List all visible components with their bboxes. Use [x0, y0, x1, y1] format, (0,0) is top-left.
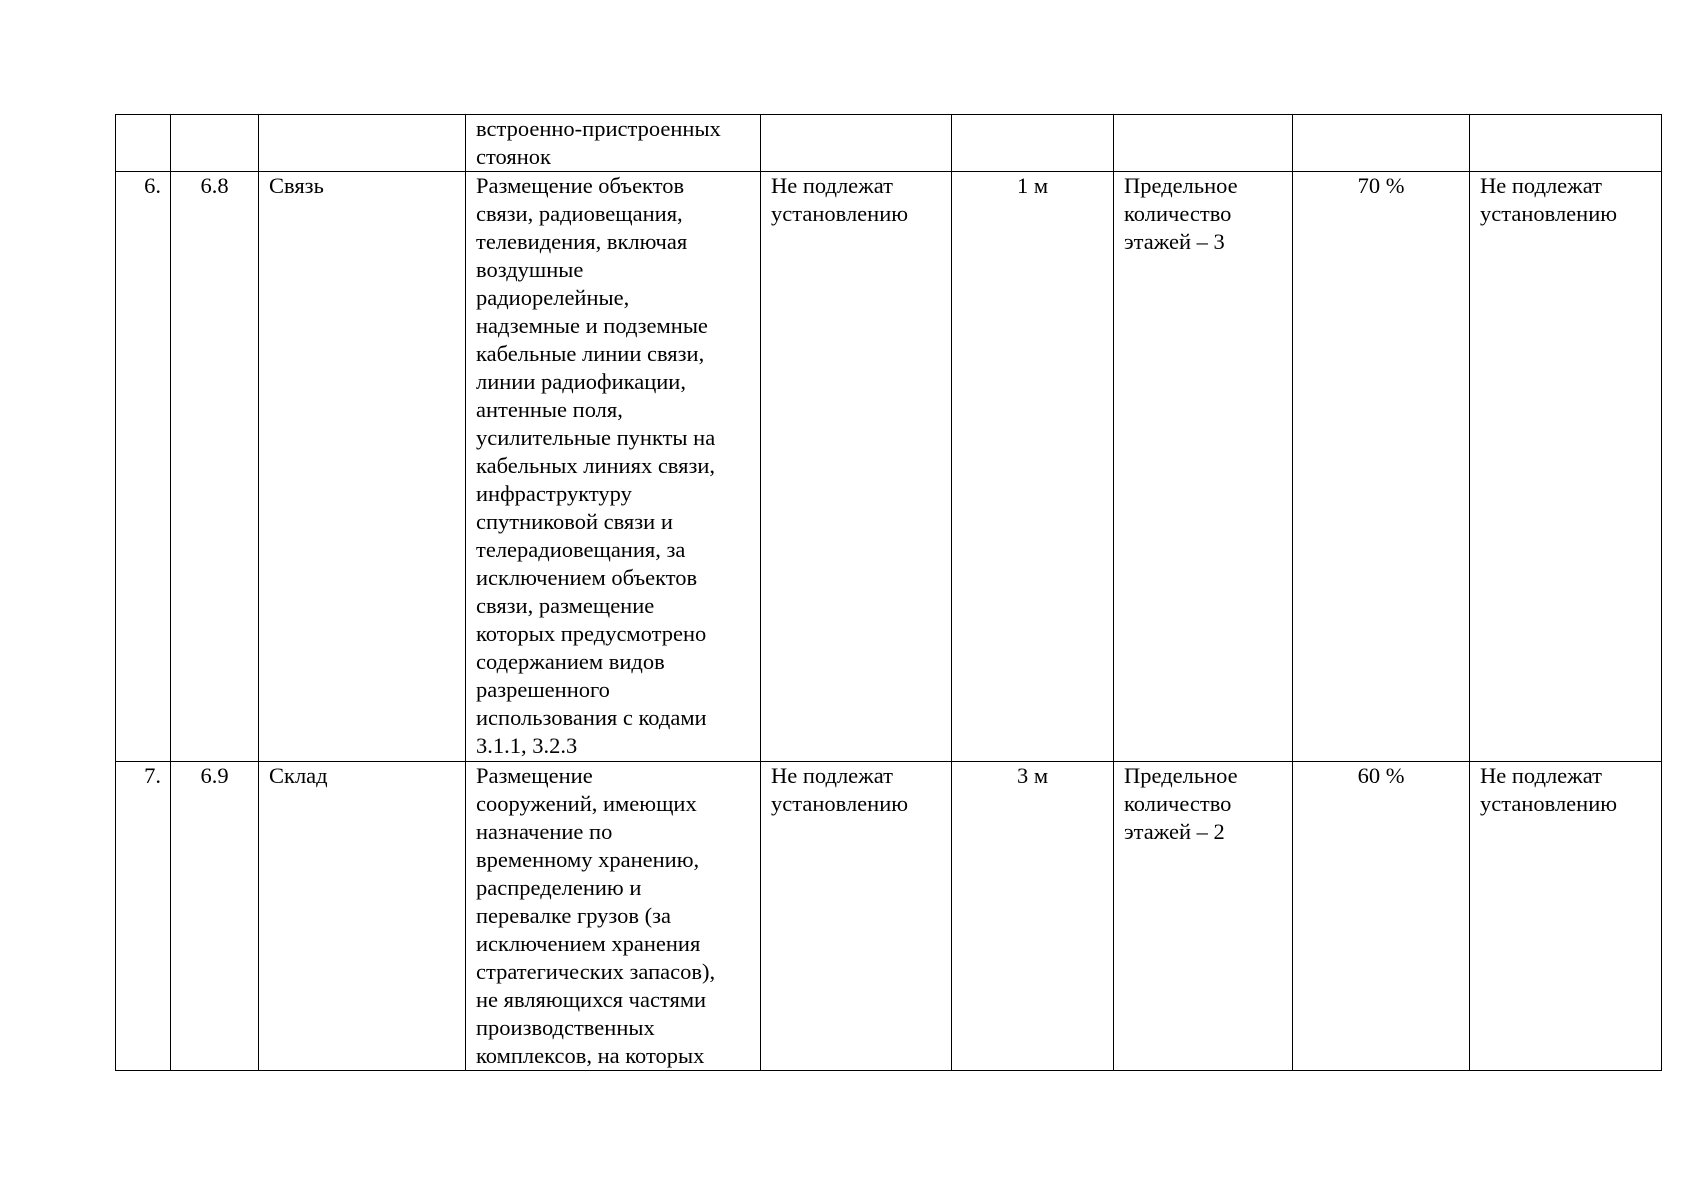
text-line: использования с кодами [476, 705, 707, 730]
cell-floors [1114, 172, 1293, 762]
cell-restrictions [1470, 115, 1662, 172]
text-line: Не подлежат [771, 173, 893, 198]
cell-name: Связь [259, 172, 466, 762]
cell-setback: 1 м [952, 172, 1114, 762]
text-line: комплексов, на которых [476, 1043, 705, 1068]
text-line: кабельных линиях связи, [476, 453, 716, 478]
regulations-table [115, 114, 1662, 1071]
table-row [116, 115, 1662, 172]
text-line: установлению [771, 791, 909, 816]
text-line: Предельное [1124, 763, 1238, 788]
cell-min-area [761, 172, 952, 762]
text-line: количество [1124, 201, 1232, 226]
cell-description [466, 762, 761, 1071]
text-line: 3.1.1, 3.2.3 [476, 733, 578, 758]
text-line: содержанием видов [476, 649, 665, 674]
text-line: которых предусмотрено [476, 621, 707, 646]
text-line: этажей – 2 [1124, 819, 1225, 844]
text-line: антенные поля, [476, 397, 623, 422]
text-line: Предельное [1124, 173, 1238, 198]
text-line: Не подлежат [771, 763, 893, 788]
text-line: радиорелейные, [476, 285, 630, 310]
cell-description [466, 172, 761, 762]
text-line: установлению [1480, 791, 1618, 816]
text-line: связи, радиовещания, [476, 201, 683, 226]
text-line: стратегических запасов), [476, 959, 716, 984]
text-line: линии радиофикации, [476, 369, 686, 394]
text-line: установлению [771, 201, 909, 226]
text-line: надземные и подземные [476, 313, 708, 338]
text-line: исключением хранения [476, 931, 701, 956]
text-line: кабельные линии связи, [476, 341, 705, 366]
cell-floors [1114, 762, 1293, 1071]
cell-setback: 3 м [952, 762, 1114, 1071]
text-line: количество [1124, 791, 1232, 816]
text-line: временному хранению, [476, 847, 700, 872]
text-line: телевидения, включая [476, 229, 688, 254]
text-line: связи, размещение [476, 593, 655, 618]
text-line: установлению [1480, 201, 1618, 226]
text-line: Не подлежат [1480, 173, 1602, 198]
text-line: стоянок [476, 144, 551, 169]
table-row [116, 762, 1662, 1071]
text-line: Размещение объектов [476, 173, 685, 198]
cell-restrictions [1470, 172, 1662, 762]
text-line: Не подлежат [1480, 763, 1602, 788]
cell-floors [1114, 115, 1293, 172]
text-line: разрешенного [476, 677, 610, 702]
cell-number [116, 115, 171, 172]
cell-name: Склад [259, 762, 466, 1071]
text-line: не являющихся частями [476, 987, 707, 1012]
text-line: этажей – 3 [1124, 229, 1225, 254]
text-line: воздушные [476, 257, 584, 282]
text-line: спутниковой связи и [476, 509, 673, 534]
cell-code [171, 115, 259, 172]
cell-description [466, 115, 761, 172]
text-line: назначение по [476, 819, 613, 844]
text-line: телерадиовещания, за [476, 537, 686, 562]
text-line: сооружений, имеющих [476, 791, 697, 816]
cell-restrictions [1470, 762, 1662, 1071]
text-line: перевалке грузов (за [476, 903, 672, 928]
text-line: производственных [476, 1015, 655, 1040]
cell-code: 6.8 [171, 172, 259, 762]
text-line: встроенно-пристроенных [476, 116, 721, 141]
cell-number: 6. [116, 172, 171, 762]
cell-name [259, 115, 466, 172]
cell-min-area [761, 762, 952, 1071]
cell-coverage [1293, 115, 1470, 172]
text-line: инфраструктуру [476, 481, 632, 506]
cell-min-area [761, 115, 952, 172]
cell-coverage: 60 % [1293, 762, 1470, 1071]
table-row [116, 172, 1662, 762]
cell-number: 7. [116, 762, 171, 1071]
cell-coverage: 70 % [1293, 172, 1470, 762]
text-line: Размещение [476, 763, 593, 788]
text-line: распределению и [476, 875, 642, 900]
text-line: исключением объектов [476, 565, 698, 590]
text-line: усилительные пункты на [476, 425, 716, 450]
cell-code: 6.9 [171, 762, 259, 1071]
cell-setback [952, 115, 1114, 172]
